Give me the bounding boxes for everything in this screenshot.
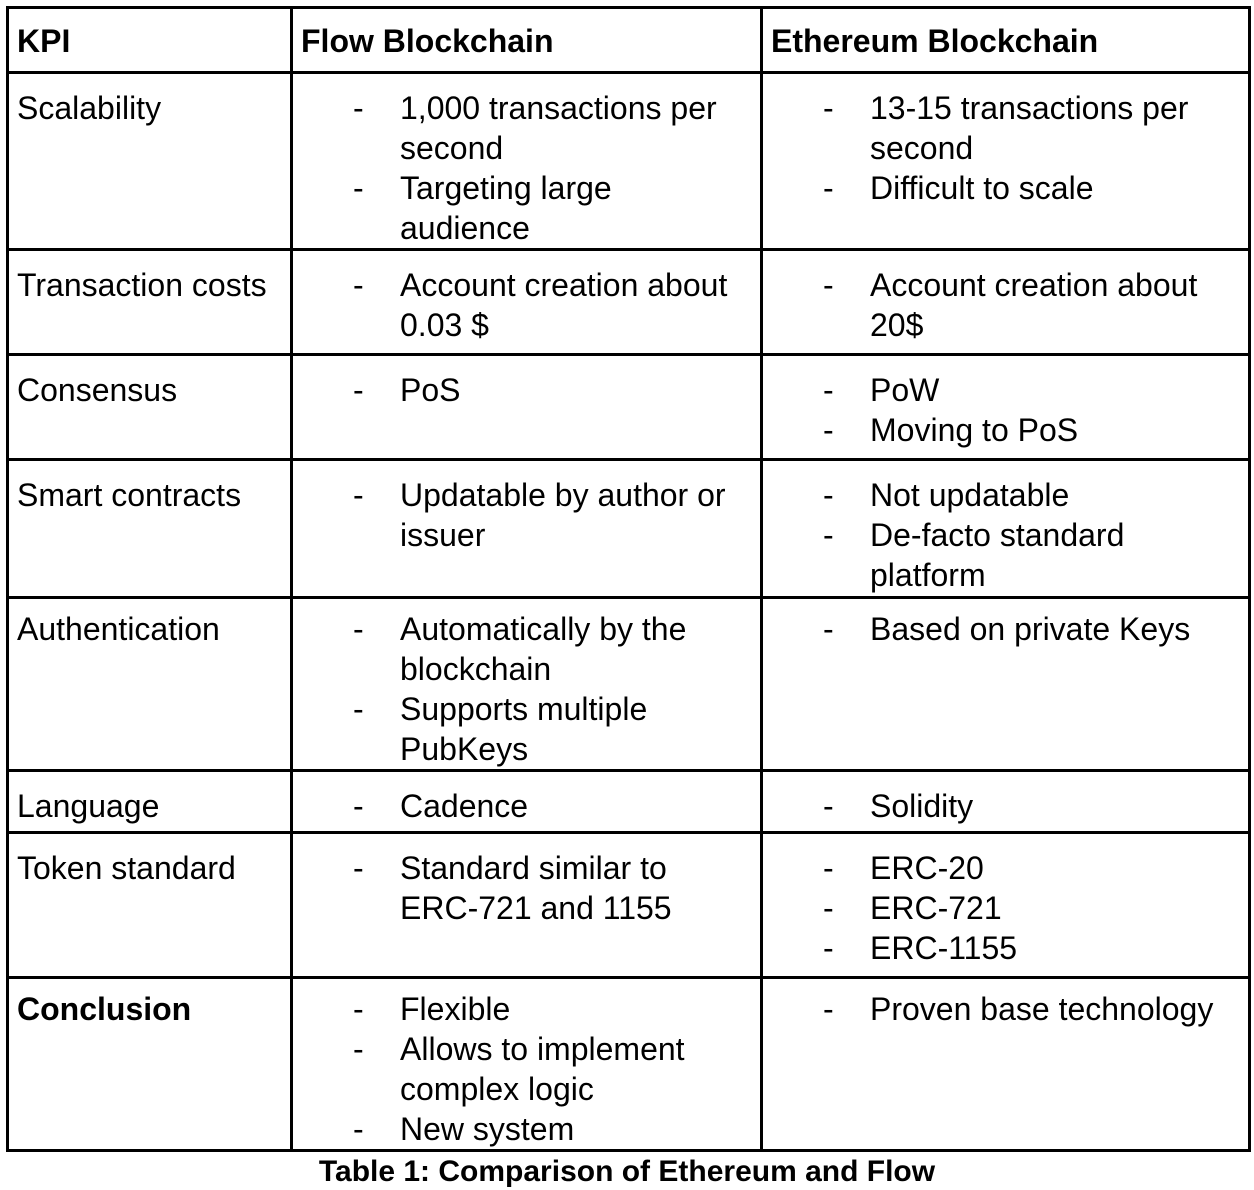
bullet-text: Cadence (400, 788, 529, 824)
flow-bullet-list (293, 370, 760, 410)
ethereum-bullet-list (763, 848, 1248, 968)
bullet-item (293, 265, 732, 345)
bullet-text: PoS (400, 372, 461, 408)
bullet-dash-icon: - (353, 267, 364, 303)
ethereum-cell (762, 771, 1250, 833)
flow-cell (292, 598, 762, 771)
flow-cell (292, 771, 762, 833)
bullet-item (293, 786, 732, 826)
ethereum-cell (762, 598, 1250, 771)
bullet-item (763, 609, 1228, 649)
flow-bullet-list (293, 989, 760, 1149)
bullet-text: Based on private Keys (870, 611, 1191, 647)
bullet-dash-icon: - (353, 170, 364, 206)
bullet-text: ERC-721 (870, 890, 1002, 926)
flow-bullet-list (293, 609, 760, 769)
ethereum-bullet-list (763, 609, 1248, 649)
column-header-ethereum: Ethereum Blockchain (762, 8, 1250, 73)
bullet-text: Updatable by author or issuer (400, 477, 726, 553)
bullet-dash-icon: - (353, 1031, 364, 1067)
document-page (0, 6, 1254, 1190)
bullet-item (293, 88, 732, 168)
ethereum-cell (762, 460, 1250, 598)
bullet-text: Solidity (870, 788, 974, 824)
table-row (8, 73, 1250, 250)
bullet-text: New system (400, 1111, 575, 1147)
header-row (8, 8, 1250, 73)
kpi-cell: Conclusion (8, 978, 292, 1151)
flow-cell (292, 73, 762, 250)
bullet-dash-icon: - (823, 90, 834, 126)
bullet-text: ERC-20 (870, 850, 984, 886)
bullet-dash-icon: - (353, 691, 364, 727)
bullet-item (293, 848, 732, 928)
flow-bullet-list (293, 848, 760, 928)
bullet-item (763, 989, 1228, 1029)
kpi-cell: Consensus (8, 355, 292, 460)
bullet-text: Account creation about 20$ (870, 267, 1198, 343)
bullet-dash-icon: - (353, 477, 364, 513)
kpi-cell: Language (8, 771, 292, 833)
bullet-text: De-facto standard platform (870, 517, 1125, 593)
ethereum-bullet-list (763, 786, 1248, 826)
ethereum-bullet-list (763, 475, 1248, 595)
bullet-text: Standard similar to ERC-721 and 1155 (400, 850, 672, 926)
bullet-text: Not updatable (870, 477, 1070, 513)
bullet-item (293, 689, 732, 769)
flow-bullet-list (293, 88, 760, 248)
ethereum-cell (762, 833, 1250, 978)
table-row (8, 460, 1250, 598)
bullet-text: Targeting large audience (400, 170, 612, 246)
bullet-item (763, 515, 1228, 595)
bullet-text: Account creation about 0.03 $ (400, 267, 728, 343)
table-body (8, 73, 1250, 1151)
bullet-item (763, 786, 1228, 826)
bullet-text: PoW (870, 372, 940, 408)
ethereum-cell (762, 978, 1250, 1151)
bullet-item (763, 848, 1228, 888)
table-row (8, 355, 1250, 460)
kpi-cell: Scalability (8, 73, 292, 250)
bullet-item (293, 609, 732, 689)
bullet-text: Automatically by the blockchain (400, 611, 687, 687)
bullet-item (293, 475, 732, 555)
bullet-text: 1,000 transactions per second (400, 90, 717, 166)
kpi-cell: Transaction costs (8, 250, 292, 355)
bullet-dash-icon: - (823, 890, 834, 926)
bullet-item (293, 168, 732, 248)
column-header-flow: Flow Blockchain (292, 8, 762, 73)
flow-bullet-list (293, 475, 760, 555)
bullet-dash-icon: - (353, 991, 364, 1027)
bullet-text: Allows to implement complex logic (400, 1031, 685, 1107)
kpi-cell: Authentication (8, 598, 292, 771)
ethereum-bullet-list (763, 88, 1248, 208)
bullet-item (293, 989, 732, 1029)
bullet-item (763, 88, 1228, 168)
bullet-item (763, 928, 1228, 968)
bullet-dash-icon: - (353, 1111, 364, 1147)
bullet-dash-icon: - (823, 267, 834, 303)
kpi-cell: Smart contracts (8, 460, 292, 598)
ethereum-cell (762, 250, 1250, 355)
bullet-dash-icon: - (823, 991, 834, 1027)
bullet-dash-icon: - (823, 170, 834, 206)
bullet-item (293, 1029, 732, 1109)
kpi-cell: Token standard (8, 833, 292, 978)
bullet-dash-icon: - (353, 611, 364, 647)
bullet-dash-icon: - (823, 412, 834, 448)
bullet-text: Flexible (400, 991, 511, 1027)
table-row (8, 598, 1250, 771)
flow-bullet-list (293, 786, 760, 826)
table-row (8, 771, 1250, 833)
bullet-item (293, 370, 732, 410)
column-header-kpi: KPI (8, 8, 292, 73)
bullet-text: 13-15 transactions per second (870, 90, 1189, 166)
ethereum-bullet-list (763, 989, 1248, 1029)
ethereum-cell (762, 355, 1250, 460)
flow-cell (292, 355, 762, 460)
bullet-dash-icon: - (353, 90, 364, 126)
bullet-dash-icon: - (823, 372, 834, 408)
table-caption: Table 1: Comparison of Ethereum and Flow (318, 1155, 936, 1188)
bullet-item (763, 475, 1228, 515)
bullet-item (763, 888, 1228, 928)
flow-cell (292, 460, 762, 598)
table-row (8, 250, 1250, 355)
bullet-text: Difficult to scale (870, 170, 1094, 206)
bullet-text: ERC-1155 (870, 930, 1018, 966)
flow-bullet-list (293, 265, 760, 345)
bullet-dash-icon: - (353, 372, 364, 408)
bullet-text: Supports multiple PubKeys (400, 691, 648, 767)
bullet-text: Proven base technology (870, 991, 1214, 1027)
bullet-item (293, 1109, 732, 1149)
table-row (8, 978, 1250, 1151)
ethereum-bullet-list (763, 265, 1248, 345)
table-row (8, 833, 1250, 978)
comparison-table (6, 6, 1251, 1152)
ethereum-bullet-list (763, 370, 1248, 450)
flow-cell (292, 833, 762, 978)
bullet-item (763, 168, 1228, 208)
bullet-dash-icon: - (823, 788, 834, 824)
bullet-item (763, 410, 1228, 450)
bullet-item (763, 265, 1228, 345)
flow-cell (292, 978, 762, 1151)
flow-cell (292, 250, 762, 355)
bullet-dash-icon: - (823, 850, 834, 886)
bullet-item (763, 370, 1228, 410)
bullet-dash-icon: - (353, 788, 364, 824)
bullet-dash-icon: - (353, 850, 364, 886)
bullet-dash-icon: - (823, 611, 834, 647)
bullet-dash-icon: - (823, 930, 834, 966)
ethereum-cell (762, 73, 1250, 250)
bullet-dash-icon: - (823, 477, 834, 513)
bullet-text: Moving to PoS (870, 412, 1079, 448)
bullet-dash-icon: - (823, 517, 834, 553)
